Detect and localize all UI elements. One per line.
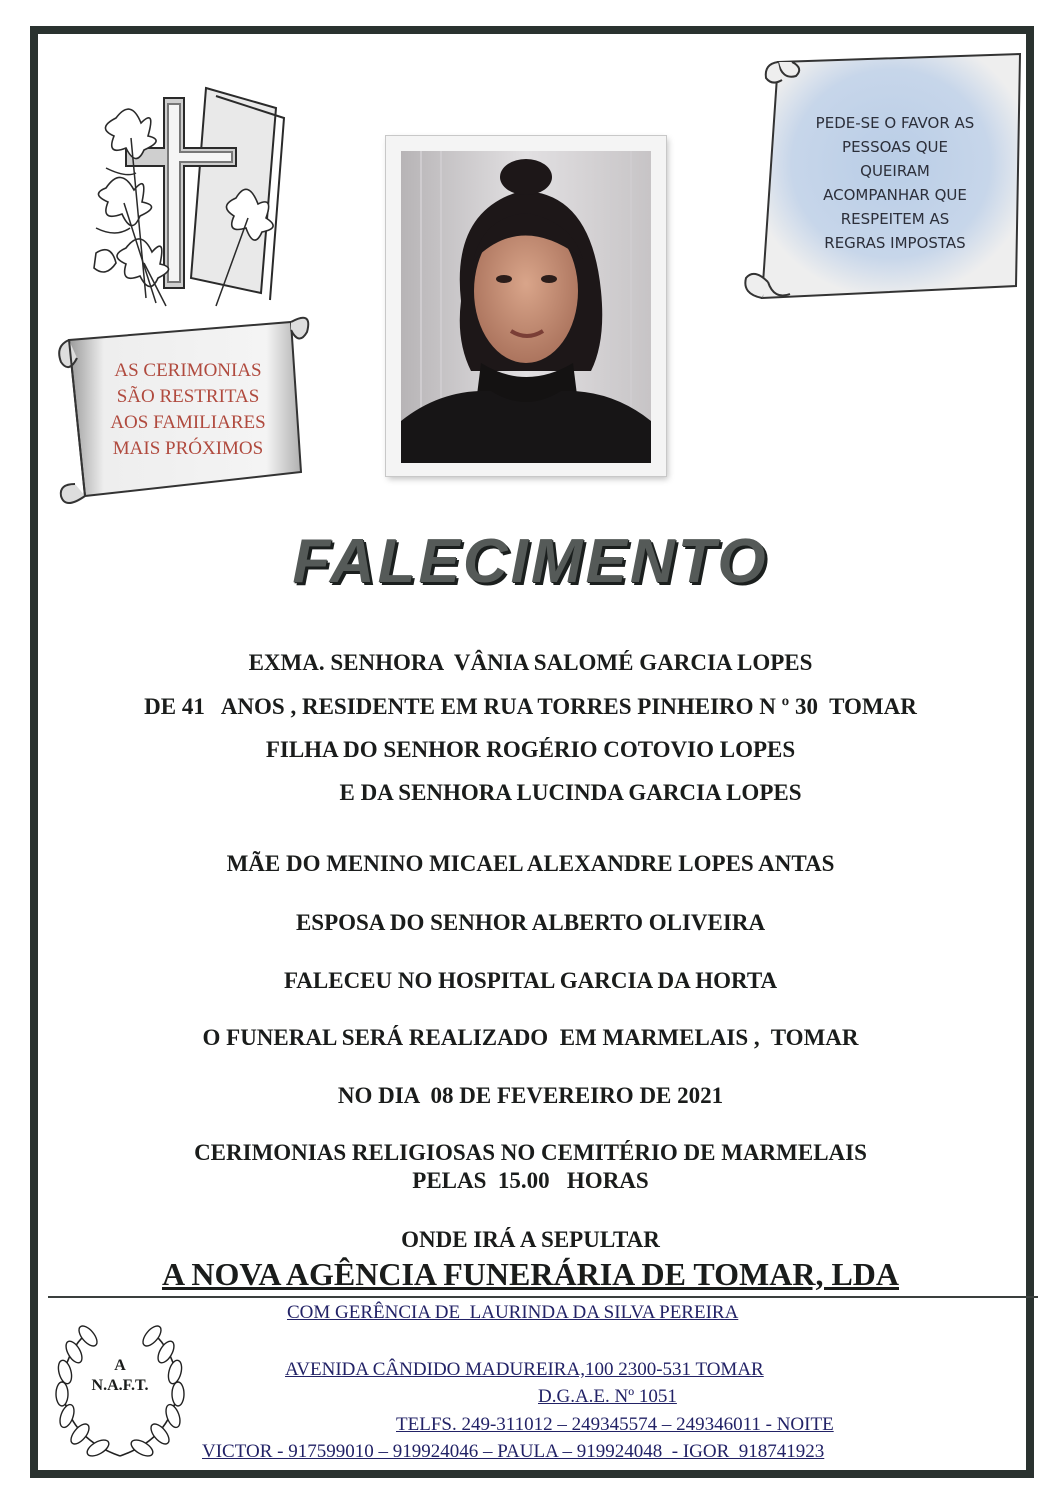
place-of-death: FALECEU NO HOSPITAL GARCIA DA HORTA	[283, 968, 778, 993]
agency-license: D.G.A.E. Nº 1051	[538, 1386, 677, 1407]
age-residence: DE 41 ANOS , RESIDENTE EM RUA TORRES PINHEIRO N º 30 TOMAR	[144, 694, 917, 719]
agency-name: A NOVA AGÊNCIA FUNERÁRIA DE TOMAR, LDA	[161, 1256, 899, 1292]
portrait-photo	[401, 151, 651, 463]
restricted-ceremony-notice: AS CERIMONIAS SÃO RESTRITAS AOS FAMILIARES MAIS PRÓXIMOS	[110, 360, 266, 459]
ceremony-time: PELAS 15.00 HORAS	[412, 1168, 649, 1193]
agency-address: AVENIDA CÂNDIDO MADUREIRA,100 2300-531 TOMAR	[285, 1359, 764, 1380]
spouse-line: ESPOSA DO SENHOR ALBERTO OLIVEIRA	[295, 910, 766, 935]
page-title: FALECIMENTO	[292, 527, 769, 596]
agency-manager: COM GERÊNCIA DE LAURINDA DA SILVA PEREIRA	[287, 1302, 739, 1323]
logo-text: A N.A.F.T.	[91, 1357, 149, 1394]
ceremony-line: CERIMONIAS RELIGIOSAS NO CEMITÉRIO DE MARMELAIS	[194, 1140, 867, 1165]
cross-lily-ornament-icon	[86, 78, 296, 310]
deceased-name: EXMA. SENHORA VÂNIA SALOMÉ GARCIA LOPES	[248, 650, 813, 675]
father-line: FILHA DO SENHOR ROGÉRIO COTOVIO LOPES	[265, 737, 796, 762]
son-line: MÃE DO MENINO MICAEL ALEXANDRE LOPES ANTAS	[226, 851, 835, 876]
agency-phones: TELFS. 249-311012 – 249345574 – 249346011 - NOITE	[396, 1414, 834, 1435]
funeral-date: NO DIA 08 DE FEVEREIRO DE 2021	[337, 1083, 724, 1108]
funeral-location: O FUNERAL SERÁ REALIZADO EM MARMELAIS , TOMAR	[202, 1025, 859, 1050]
burial-line: ONDE IRÁ A SEPULTAR	[401, 1227, 660, 1252]
respect-rules-notice: PEDE-SE O FAVOR AS PESSOAS QUE QUEIRAM ACOMPANHAR QUE RESPEITEM AS REGRAS IMPOSTAS	[815, 114, 975, 252]
mother-line: E DA SENHORA LUCINDA GARCIA LOPES	[339, 780, 802, 805]
divider	[48, 1296, 1038, 1298]
agency-contacts: VICTOR - 917599010 – 919924046 – PAULA – 919924048 - IGOR 918741923	[202, 1441, 825, 1462]
